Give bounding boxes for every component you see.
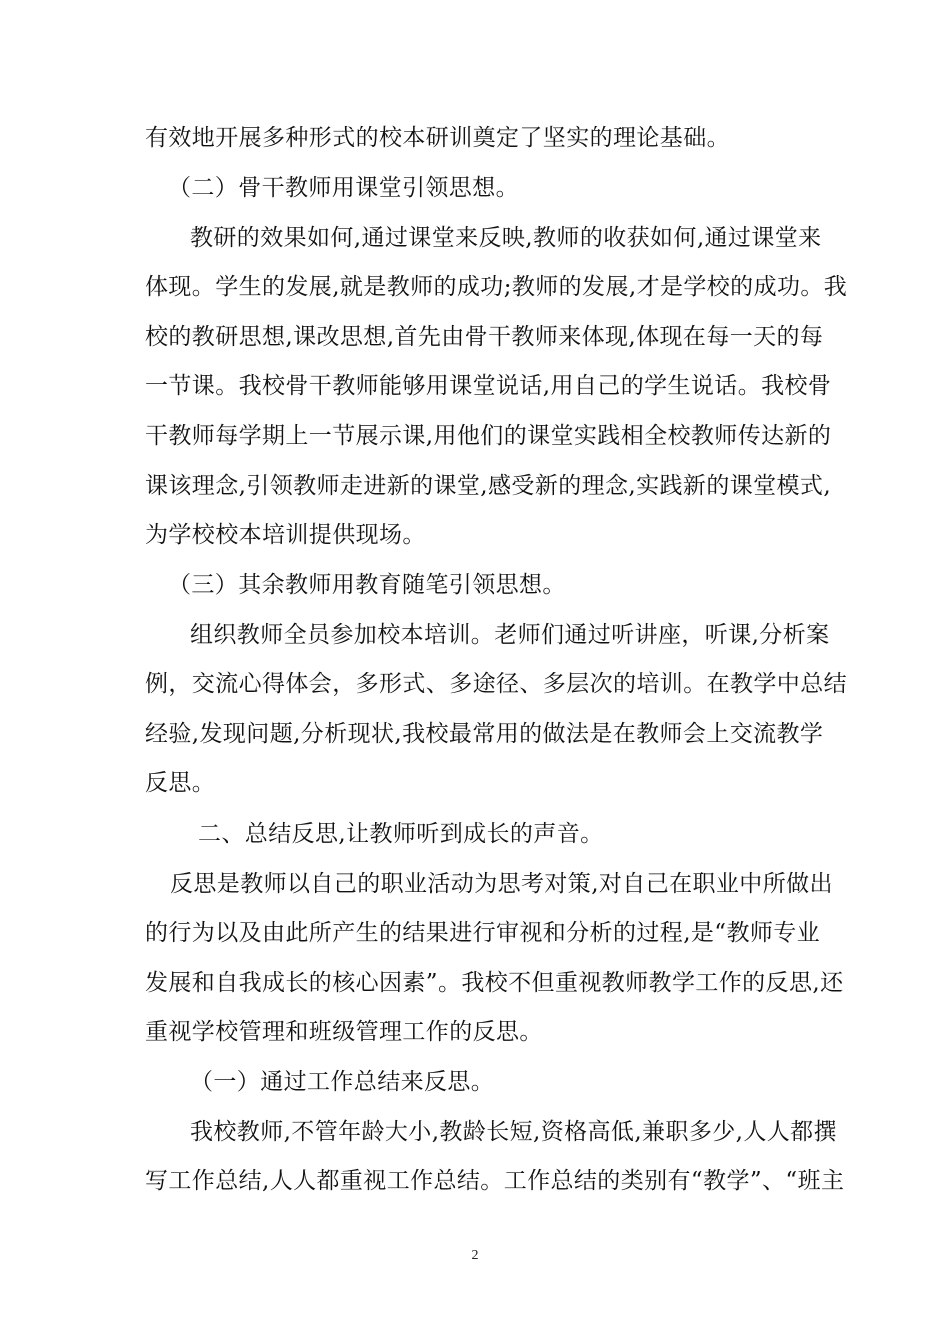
text-line-14: 反思。	[145, 770, 216, 796]
text-line-22: 写工作总结,人人都重视工作总结。工作总结的类别有“教学”、“班主	[145, 1168, 845, 1194]
text-line-9: 为学校校本培训提供现场。	[145, 522, 426, 548]
text-line-11: 组织教师全员参加校本培训。老师们通过听讲座，听课,分析案	[190, 622, 830, 648]
text-line-16: 反思是教师以自己的职业活动为思考对策,对自己在职业中所做出	[170, 871, 833, 897]
text-line-13: 经验,发现问题,分析现状,我校最常用的做法是在教师会上交流教学	[145, 721, 824, 747]
section-heading-2: （二）骨干教师用课堂引领思想。	[168, 175, 519, 201]
page-number: 2	[471, 1248, 479, 1263]
text-line-6: 一节课。我校骨干教师能够用课堂说话,用自己的学生说话。我校骨	[145, 373, 832, 399]
text-line-3: 教研的效果如何,通过课堂来反映,教师的收获如何,通过课堂来	[190, 225, 822, 251]
text-line-12: 例，交流心得体会，多形式、多途径、多层次的培训。在教学中总结	[145, 671, 847, 697]
text-line-7: 干教师每学期上一节展示课,用他们的课堂实践相全校教师传达新的	[145, 423, 832, 449]
text-line-21: 我校教师,不管年龄大小,教龄长短,资格高低,兼职多少,人人都撰	[190, 1119, 837, 1145]
text-line-19: 重视学校管理和班级管理工作的反思。	[145, 1019, 543, 1045]
text-line-17: 的行为以及由此所产生的结果进行审视和分析的过程,是“教师专业	[145, 920, 821, 946]
text-line-8: 课该理念,引领教师走进新的课堂,感受新的理念,实践新的课堂模式,	[145, 473, 832, 499]
text-line-5: 校的教研思想,课改思想,首先由骨干教师来体现,体现在每一天的每	[145, 324, 824, 350]
text-line-1: 有效地开展多种形式的校本研训奠定了坚实的理论基础。	[145, 125, 730, 151]
text-line-4: 体现。学生的发展,就是教师的成功;教师的发展,才是学校的成功。我	[145, 274, 848, 300]
section-heading-main-2: 二、总结反思,让教师听到成长的声音。	[198, 821, 604, 847]
section-heading-3: （三）其余教师用教育随笔引领思想。	[168, 572, 566, 598]
section-heading-1: （一）通过工作总结来反思。	[190, 1069, 495, 1095]
text-line-18: 发展和自我成长的核心因素”。我校不但重视教师教学工作的反思,还	[145, 970, 844, 996]
